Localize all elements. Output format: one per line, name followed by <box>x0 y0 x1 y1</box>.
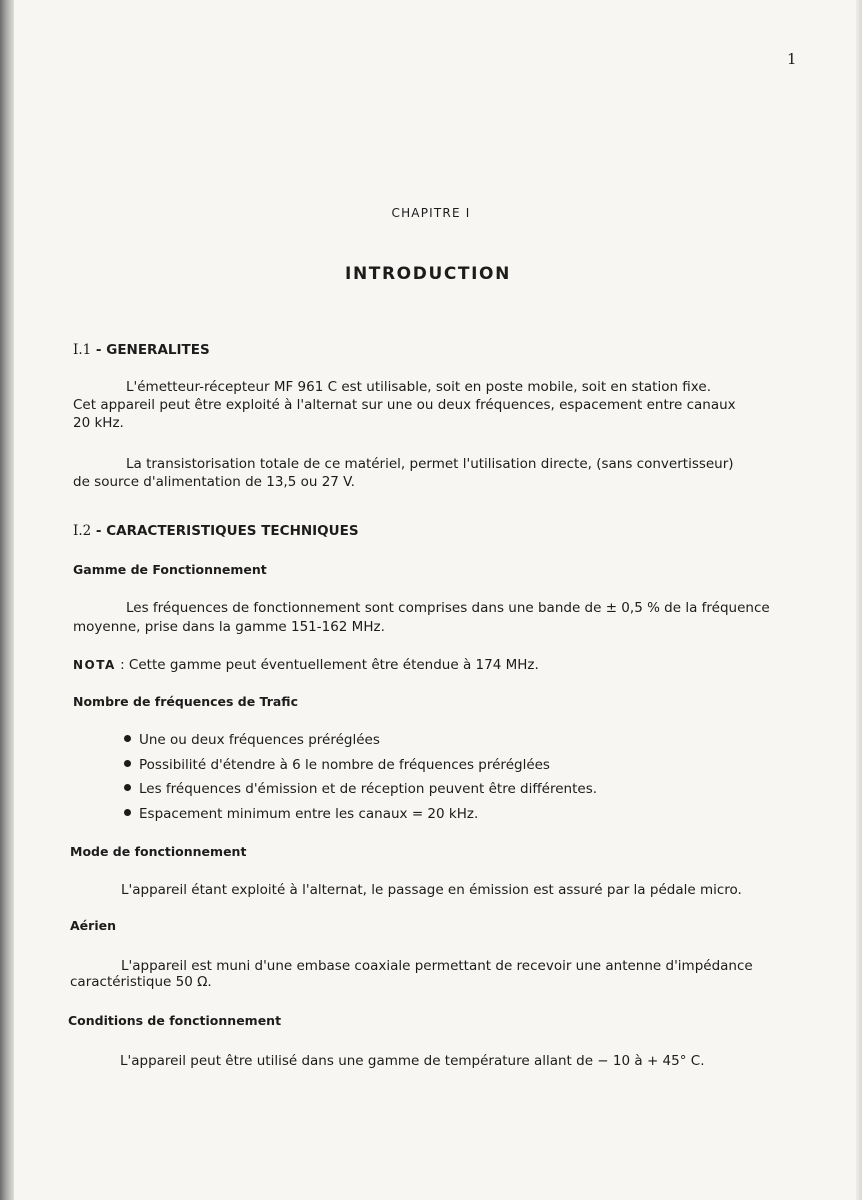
section-heading-caracteristiques <box>73 523 359 539</box>
list-item-text: Une ou deux fréquences préréglées <box>139 732 380 748</box>
paragraph-line: L'appareil peut être utilisé dans une gamme de température allant de − 10 à + 45° C. <box>120 1053 705 1069</box>
section-title: GENERALITES <box>106 342 210 358</box>
paragraph-line: caractéristique 50 Ω. <box>70 974 212 990</box>
chapter-title: INTRODUCTION <box>345 264 511 284</box>
nota-line <box>73 657 539 674</box>
chapter-label: CHAPITRE I <box>391 206 471 220</box>
paragraph-line: L'appareil est muni d'une embase coaxiale permettant de recevoir une antenne d'impédance <box>121 958 753 974</box>
paragraph-line: de source d'alimentation de 13,5 ou 27 V. <box>73 474 355 490</box>
list-item <box>124 779 597 804</box>
section-dash: - <box>95 342 107 358</box>
section-title: CARACTERISTIQUES TECHNIQUES <box>106 523 359 539</box>
list-item <box>124 730 597 755</box>
list-item-text: Les fréquences d'émission et de réception peuvent être différentes. <box>139 781 598 797</box>
paragraph-line: L'appareil étant exploité à l'alternat, le passage en émission est assuré par la pédale micro. <box>121 882 742 898</box>
section-number: I.1 <box>73 342 92 358</box>
bullet-icon <box>124 760 131 767</box>
bullet-icon <box>124 809 131 816</box>
list-item-text: Possibilité d'étendre à 6 le nombre de fréquences préréglées <box>139 756 550 773</box>
bullet-icon <box>124 735 131 742</box>
paragraph-line: L'émetteur-récepteur MF 961 C est utilisable, soit en poste mobile, soit en station fixe. <box>126 379 711 395</box>
paragraph-line: moyenne, prise dans la gamme 151-162 MHz. <box>73 619 385 635</box>
nota-text: : Cette gamme peut éventuellement être étendue à 174 MHz. <box>120 657 539 673</box>
paragraph-line: 20 kHz. <box>73 415 124 431</box>
list-item <box>124 755 597 780</box>
subheading-aerien: Aérien <box>70 918 116 933</box>
nota-label: NOTA <box>73 658 116 672</box>
page-right-edge <box>856 0 862 1200</box>
page-binding-shadow <box>0 0 14 1200</box>
bullet-icon <box>124 784 131 791</box>
page-number: 1 <box>787 50 797 68</box>
list-item-text: Espacement minimum entre les canaux = 20 kHz. <box>139 805 479 822</box>
paragraph-line: Les fréquences de fonctionnement sont comprises dans une bande de ± 0,5 % de la fréquence <box>126 600 770 616</box>
section-number: I.2 <box>73 523 92 539</box>
paragraph-line: La transistorisation totale de ce matériel, permet l'utilisation directe, (sans convertisseur) <box>126 456 734 472</box>
subheading-gamme: Gamme de Fonctionnement <box>73 562 267 577</box>
section-dash: - <box>95 523 107 539</box>
section-heading-generalites <box>73 342 210 358</box>
frequency-list <box>124 730 597 828</box>
paragraph-line: Cet appareil peut être exploité à l'alternat sur une ou deux fréquences, espacement entre canaux <box>73 397 736 413</box>
subheading-nombre: Nombre de fréquences de Trafic <box>73 694 298 709</box>
list-item <box>124 804 597 829</box>
subheading-conditions: Conditions de fonctionnement <box>68 1013 282 1028</box>
subheading-mode: Mode de fonctionnement <box>70 844 247 859</box>
